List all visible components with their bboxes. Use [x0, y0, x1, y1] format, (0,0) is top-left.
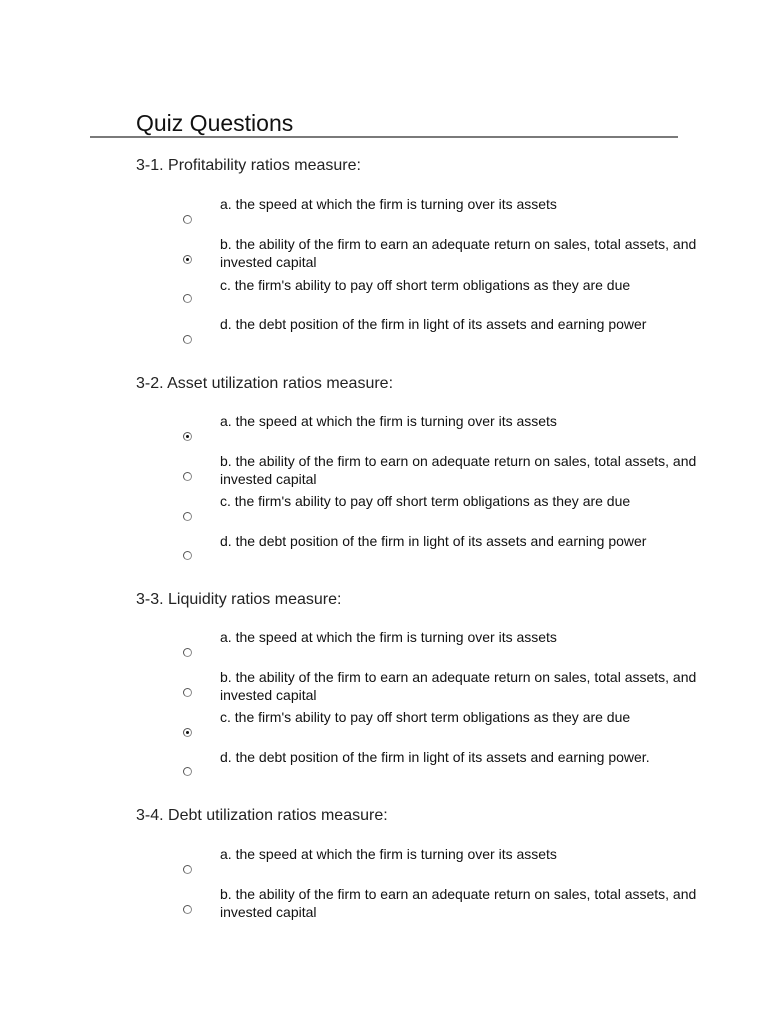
radio-button[interactable]: [183, 905, 192, 914]
question-prompt: 3-3. Liquidity ratios measure:: [136, 591, 342, 608]
radio-button[interactable]: [183, 688, 192, 697]
radio-button[interactable]: [183, 294, 192, 303]
option-label: b. the ability of the firm to earn an adequate return on sales, total assets, and invested capital: [220, 886, 697, 920]
question-prompt: 3-4. Debt utilization ratios measure:: [136, 807, 388, 824]
option-label: d. the debt position of the firm in light of its assets and earning power: [220, 316, 647, 332]
option-label: d. the debt position of the firm in light of its assets and earning power: [220, 533, 647, 549]
option-label: c. the firm's ability to pay off short term obligations as they are due: [220, 493, 631, 509]
radio-button[interactable]: [183, 335, 192, 344]
title-divider: [90, 136, 678, 138]
option-label: b. the ability of the firm to earn on adequate return on sales, total assets, and invested capital: [220, 453, 697, 487]
option-label: b. the ability of the firm to earn an adequate return on sales, total assets, and invested capital: [220, 236, 697, 270]
radio-button[interactable]: [183, 865, 192, 874]
radio-button[interactable]: [183, 432, 192, 441]
option-label: c. the firm's ability to pay off short term obligations as they are due: [220, 277, 631, 293]
option-label: a. the speed at which the firm is turning over its assets: [220, 629, 557, 645]
radio-button[interactable]: [183, 512, 192, 521]
radio-button[interactable]: [183, 472, 192, 481]
option-label: b. the ability of the firm to earn an adequate return on sales, total assets, and invested capital: [220, 669, 697, 703]
radio-button[interactable]: [183, 215, 192, 224]
radio-button[interactable]: [183, 648, 192, 657]
option-label: d. the debt position of the firm in light of its assets and earning power.: [220, 749, 650, 765]
option-label: a. the speed at which the firm is turning over its assets: [220, 196, 557, 212]
radio-button[interactable]: [183, 767, 192, 776]
radio-button[interactable]: [183, 255, 192, 264]
question-prompt: 3-1. Profitability ratios measure:: [136, 157, 361, 174]
page-title: Quiz Questions: [136, 110, 294, 136]
option-label: a. the speed at which the firm is turning over its assets: [220, 846, 557, 862]
radio-button[interactable]: [183, 551, 192, 560]
option-label: a. the speed at which the firm is turning over its assets: [220, 413, 557, 429]
question-prompt: 3-2. Asset utilization ratios measure:: [136, 375, 394, 392]
option-label: c. the firm's ability to pay off short term obligations as they are due: [220, 709, 631, 725]
radio-button[interactable]: [183, 728, 192, 737]
